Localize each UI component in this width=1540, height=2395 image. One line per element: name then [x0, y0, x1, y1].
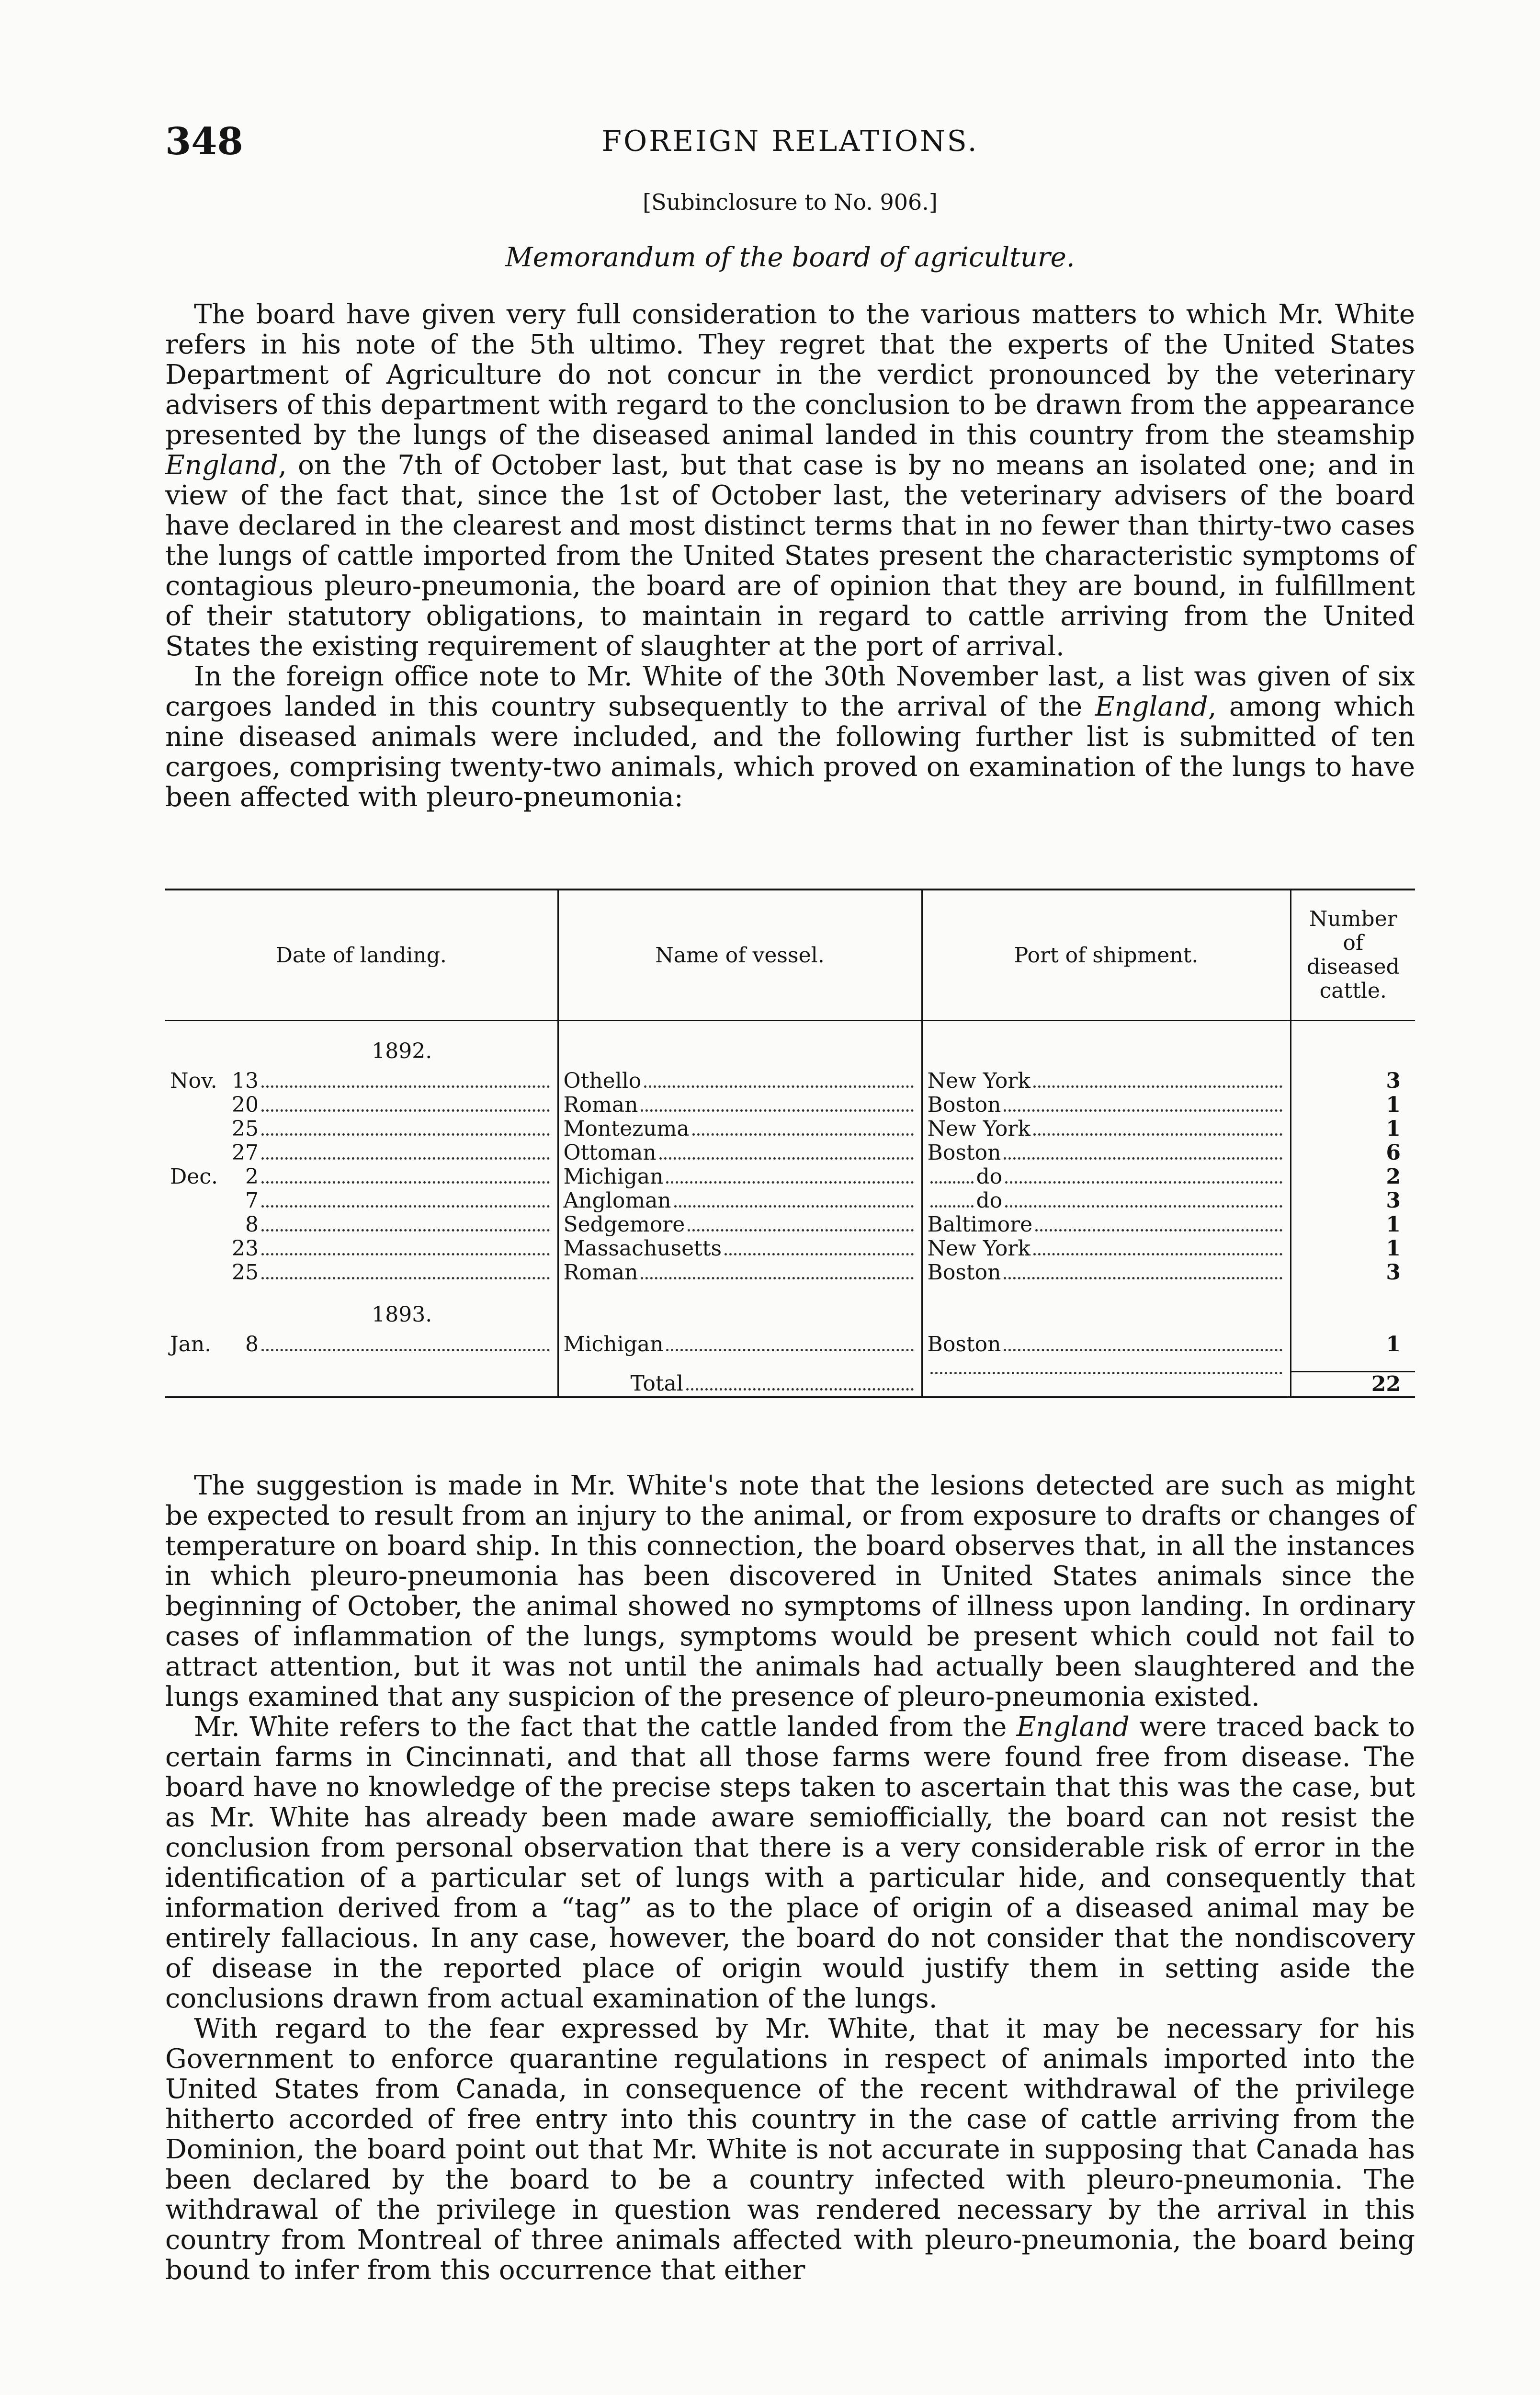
- total-row: [165, 1372, 1415, 1398]
- total-value: 22: [1291, 1372, 1415, 1398]
- cattle-count: 1: [1386, 1117, 1401, 1141]
- cattle-count: 2: [1386, 1164, 1401, 1189]
- cattle-count: 3: [1386, 1260, 1401, 1285]
- port-name: do: [976, 1188, 1003, 1213]
- table-header-row: [165, 890, 1415, 1021]
- month: Jan.: [170, 1332, 212, 1357]
- cattle-count: 6: [1386, 1140, 1401, 1165]
- day: 2: [245, 1164, 259, 1189]
- paragraph-3: The suggestion is made in Mr. White's note that the lesions detected are such as might be expected to result from an injury to the animal, or from exposure to drafts or changes of temperature on board ship. In this connection, the board observes that, in all the instances in which pleuro-pneumonia has been discovered in United States animals since the beginning of October, the animal showed no symptoms of illness upon landing. In ordinary cases of inflammation of the lungs, symptoms would be present which could not fail to attract attention, but it was not until the animals had actually been slaughtered and the lungs examined that any suspicion of the presence of pleuro-pneumonia existed.: [165, 1470, 1415, 1712]
- table-row: [165, 1213, 1415, 1237]
- day: 25: [232, 1260, 259, 1285]
- cattle-count: 1: [1386, 1332, 1401, 1357]
- vessel-name: Sedgemore: [563, 1212, 685, 1237]
- diseased-cattle-table: [165, 889, 1415, 1398]
- port-name: Boston: [927, 1093, 1001, 1117]
- table-row: [165, 1141, 1415, 1165]
- paragraph-4: Mr. White refers to the fact that the cattle landed from the England were traced back to certain farms in Cincinnati, and that all those farms were found free from disease. The board have no knowledge of the precise steps taken to ascertain that this was the case, but as Mr. White has already been made aware semiofficially, the board can not resist the conclusion from personal observation that there is a very considerable risk of error in the identification of a particular set of lungs with a particular hide, and consequently that information derived from a “tag” as to the place of origin of a diseased animal may be entirely fallacious. In any case, however, the board do not consider that the nondiscovery of disease in the reported place of origin would justify them in setting aside the conclusions drawn from actual examination of the lungs.: [165, 1711, 1415, 2014]
- port-name: New York: [927, 1069, 1031, 1093]
- port-name: New York: [927, 1117, 1031, 1141]
- vessel-name: Ottoman: [563, 1140, 657, 1165]
- port-name: New York: [927, 1236, 1031, 1261]
- vessel-name: Roman: [563, 1260, 638, 1285]
- day: 8: [245, 1332, 259, 1357]
- table-row: [165, 1189, 1415, 1213]
- paragraph-5: With regard to the fear expressed by Mr. White, that it may be necessary for his Government to enforce quarantine regulations in respect of animals imported into the United States from Canada, in consequence of the recent withdrawal of the privilege hitherto accorded of free entry into this country in the case of cattle arriving from the Dominion, the board point out that Mr. White is not accurate in supposing that Canada has been declared by the board to be a country infected with pleuro-pneumonia. The withdrawal of the privilege in question was rendered necessary by the arrival in this country from Montreal of three animals affected with pleuro-pneumonia, the board being bound to infer from this occurrence that either: [165, 2013, 1415, 2286]
- table-row: [165, 1165, 1415, 1189]
- running-title: FOREIGN RELATIONS.: [601, 125, 979, 158]
- day: 13: [232, 1069, 259, 1093]
- port-name: Boston: [927, 1140, 1001, 1165]
- cattle-count: 1: [1386, 1212, 1401, 1237]
- paragraph-1: The board have given very full consideration to the various matters to which Mr. White refers in his note of the 5th ultimo. They regret that the experts of the United States Department of Agriculture do not concur in the verdict pronounced by the veterinary advisers of this department with regard to the conclusion to be drawn from the appearance presented by the lungs of the diseased animal landed in this country from the steamship England, on the 7th of October last, but that case is by no means an isolated one; and in view of the fact that, since the 1st of October last, the veterinary advisers of the board have declared in the clearest and most distinct terms that in no fewer than thirty-two cases the lungs of cattle imported from the United States present the characteristic symptoms of contagious pleuro-pneumonia, the board are of opinion that they are bound, in fulfillment of their statutory obligations, to maintain in regard to cattle arriving from the United States the existing requirement of slaughter at the port of arrival.: [165, 299, 1415, 662]
- year-row: 1892.: [165, 1021, 1415, 1070]
- port-name: Baltimore: [927, 1212, 1033, 1237]
- cattle-count: 3: [1386, 1188, 1401, 1213]
- day: 7: [245, 1188, 259, 1213]
- cattle-count: 1: [1386, 1236, 1401, 1261]
- table-row: [165, 1237, 1415, 1261]
- vessel-name: Othello: [563, 1069, 642, 1093]
- day: 8: [245, 1212, 259, 1237]
- year-row: 1893.: [165, 1285, 1415, 1333]
- memorandum-title: Memorandum of the board of agriculture.: [505, 242, 1075, 273]
- total-label: Total: [630, 1371, 683, 1396]
- header-date: Date of landing.: [165, 890, 558, 1021]
- cattle-count: 1: [1386, 1093, 1401, 1117]
- table-row: [165, 1333, 1415, 1357]
- vessel-name: Angloman: [563, 1188, 671, 1213]
- table-row: [165, 1117, 1415, 1141]
- vessel-name: Massachusetts: [563, 1236, 722, 1261]
- header-vessel: Name of vessel.: [558, 890, 922, 1021]
- body-text-upper: [165, 299, 1415, 812]
- day: 23: [232, 1236, 259, 1261]
- port-name: do: [976, 1164, 1003, 1189]
- table-row: [165, 1261, 1415, 1285]
- paragraph-2: In the foreign office note to Mr. White of the 30th November last, a list was given of six cargoes landed in this country subsequently to the arrival of the England, among which nine diseased animals were included, and the following further list is submitted of ten cargoes, comprising twenty-two animals, which proved on examination of the lungs to have been affected with pleuro-pneumonia:: [165, 661, 1415, 813]
- day: 25: [232, 1117, 259, 1141]
- month: Nov.: [170, 1069, 217, 1093]
- vessel-name: Montezuma: [563, 1117, 690, 1141]
- page-number: 348: [165, 120, 243, 163]
- month: Dec.: [170, 1164, 218, 1189]
- vessel-name: Roman: [563, 1093, 638, 1117]
- cattle-count: 3: [1386, 1069, 1401, 1093]
- vessel-name: Michigan: [563, 1164, 664, 1189]
- table-row: [165, 1093, 1415, 1117]
- port-name: Boston: [927, 1260, 1001, 1285]
- table-row: [165, 1069, 1415, 1093]
- port-name: Boston: [927, 1332, 1001, 1357]
- header-count: Number of diseased cattle.: [1291, 890, 1415, 1021]
- day: 20: [232, 1093, 259, 1117]
- body-text-lower: [165, 1471, 1415, 2285]
- vessel-name: Michigan: [563, 1332, 664, 1357]
- page-header: [165, 120, 1415, 168]
- subinclosure-label: [Subinclosure to No. 906.]: [643, 189, 938, 215]
- day: 27: [232, 1140, 259, 1165]
- header-port: Port of shipment.: [922, 890, 1291, 1021]
